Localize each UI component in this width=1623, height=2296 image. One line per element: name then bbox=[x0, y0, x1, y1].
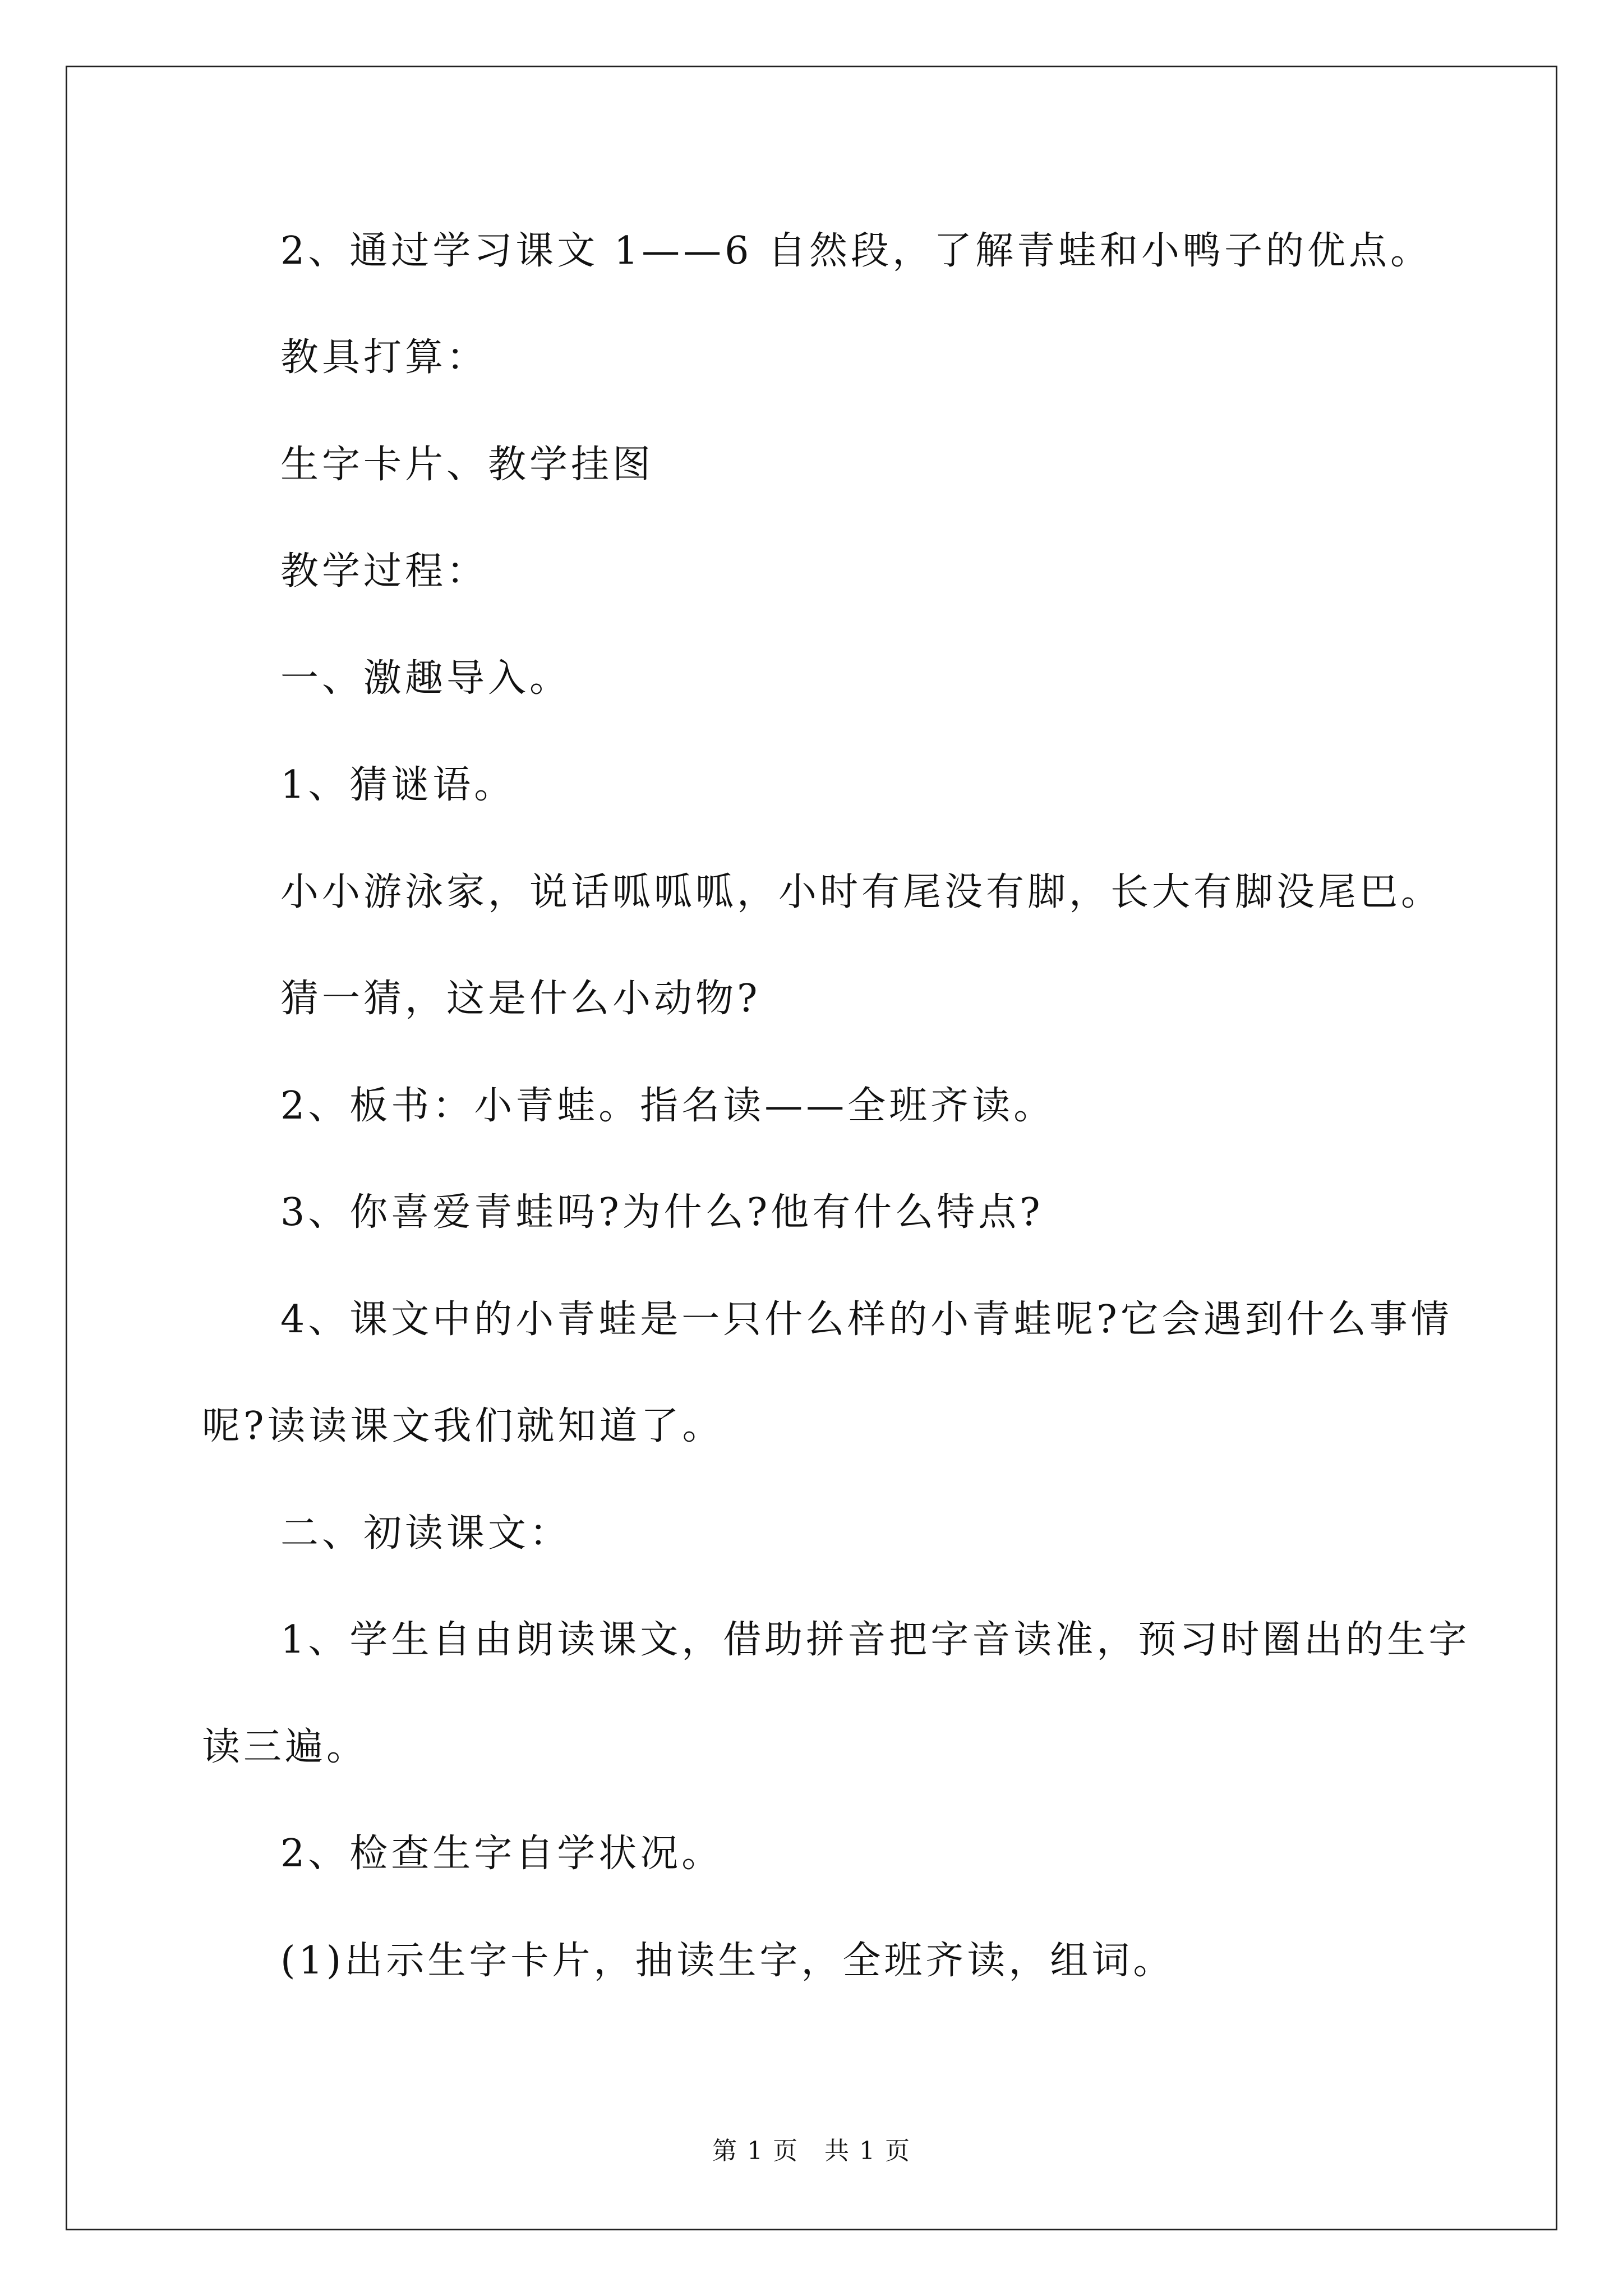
paragraph: 2、通过学习课文 1——6 自然段，了解青蛙和小鸭子的优点。 bbox=[280, 229, 1432, 273]
paragraph: 1、学生自由朗读课文，借助拼音把字音读准，预习时圈出的生字 bbox=[280, 1618, 1470, 1662]
paragraph: 生字卡片、教学挂图 bbox=[280, 443, 654, 487]
paragraph: 猜一猜，这是什么小动物? bbox=[280, 977, 761, 1021]
paragraph: 4、课文中的小青蛙是一只什么样的小青蛙呢?它会遇到什么事情 bbox=[280, 1297, 1453, 1342]
paragraph: 教具打算： bbox=[280, 335, 488, 380]
paragraph: 1、猜谜语。 bbox=[280, 763, 516, 807]
section-heading: 一、激趣导入。 bbox=[280, 656, 571, 701]
paragraph: (1)出示生字卡片，抽读生字，全班齐读，组词。 bbox=[280, 1939, 1175, 1983]
paragraph: 3、你喜爱青蛙吗?为什么?他有什么特点? bbox=[280, 1190, 1044, 1235]
paragraph-continuation: 呢?读读课文我们就知道了。 bbox=[202, 1404, 724, 1448]
page-number: 第 1 页 共 1 页 bbox=[712, 2137, 911, 2165]
paragraph: 教学过程： bbox=[280, 549, 488, 593]
paragraph-continuation: 读三遍。 bbox=[202, 1725, 368, 1769]
section-heading: 二、初读课文： bbox=[280, 1511, 571, 1556]
paragraph: 2、板书：小青蛙。指名读——全班齐读。 bbox=[280, 1084, 1055, 1128]
paragraph: 2、检查生字自学状况。 bbox=[280, 1832, 723, 1876]
page-border bbox=[66, 66, 1557, 2230]
paragraph: 小小游泳家，说话呱呱呱，小时有尾没有脚，长大有脚没尾巴。 bbox=[280, 870, 1443, 914]
